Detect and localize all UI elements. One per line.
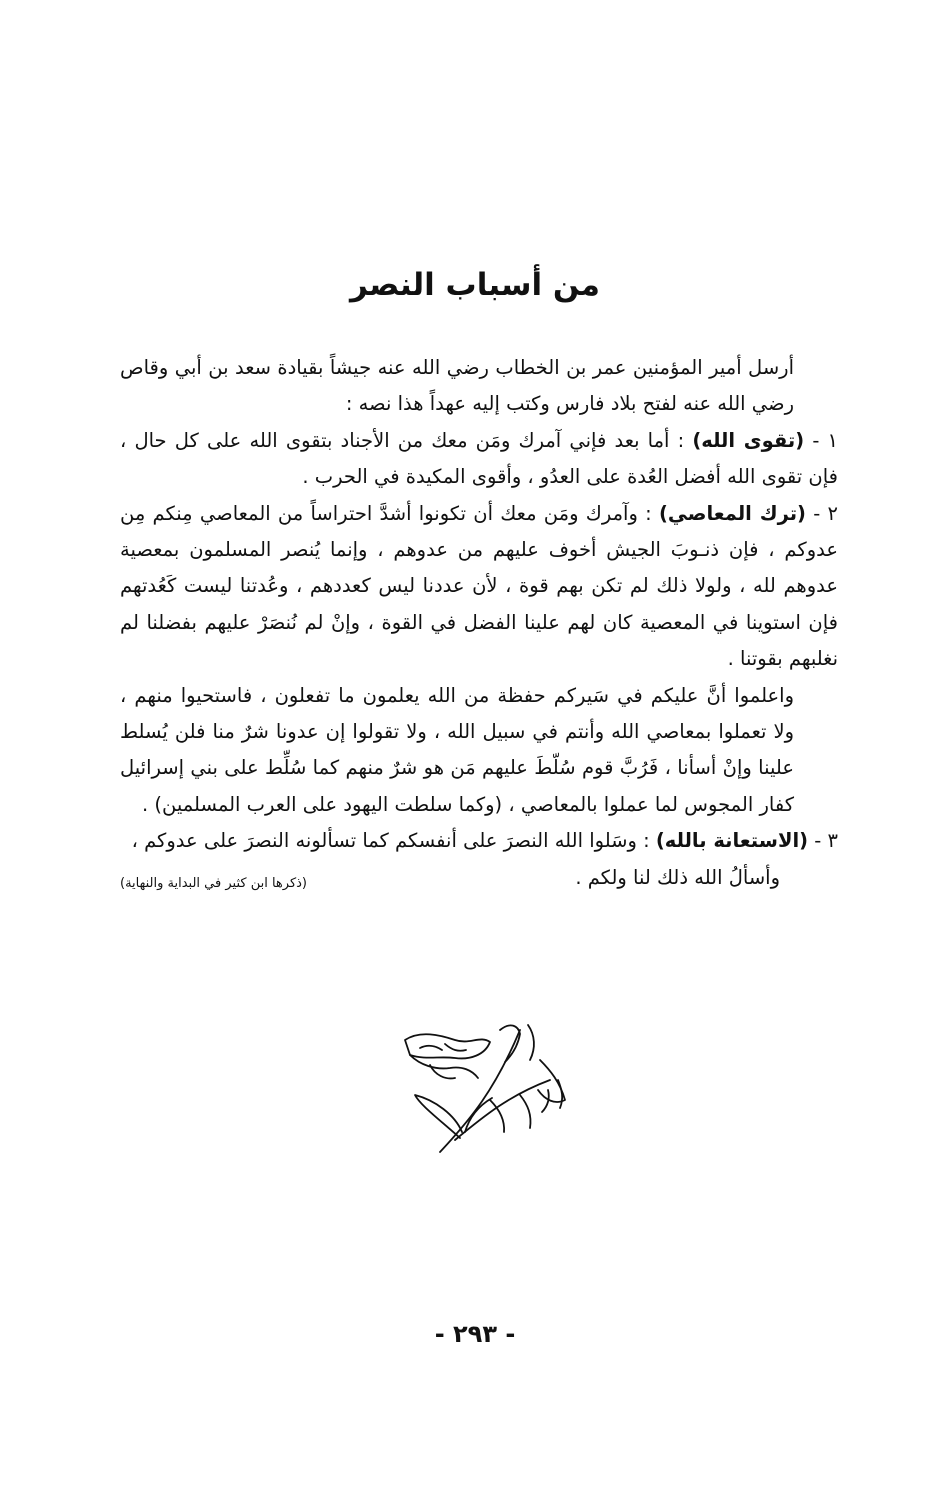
item-3-label: (الاستعانة بالله) (655, 829, 809, 853)
page-title: من أسباب النصر (350, 267, 600, 303)
source-citation: (ذكرها ابن كثير في البداية والنهاية) (120, 875, 307, 891)
lily-flower-drawing (400, 1020, 575, 1155)
page-number: - ٢٩٣ - (434, 1320, 516, 1348)
stem-branch (455, 1080, 550, 1140)
leaf-left (415, 1095, 462, 1138)
flower-bud-right (500, 1025, 520, 1062)
item-1-number: ١ - (812, 428, 838, 452)
item-3 (120, 823, 838, 859)
continuation-paragraph: واعلموا أنَّ عليكم في سَيركم حفظة من الله يعلمون ما تفعلون ، فاستحيوا منهم ، ولا تعملوا بمعاصي الله وأنتم في سبيل الله ، ولا تقولوا إن عدونا شرٌ منا فلن يُسلط علينا وإنْ أسأنا ، فَرُبَّ قوم سُلّطَ عليهم مَن هو شرٌ منهم كما سُلِّط على بني إسرائيل كفار المجوس لما عملوا بالمعاصي ، (وكما سلطت اليهود على العرب المسلمين) . (120, 683, 794, 816)
flower-petal-right (538, 1060, 565, 1102)
item-2-number: ٢ - (813, 501, 838, 525)
item-3-text: : وسَلوا الله النصرَ على أنفسكم كما تسألونه النصرَ على عدوكم ، (131, 829, 656, 853)
item-1-label: (تقوى الله) (692, 428, 805, 452)
item-2-label: (ترك المعاصي) (658, 501, 806, 525)
item-1 (120, 423, 838, 496)
intro-paragraph: أرسل أمير المؤمنين عمر بن الخطاب رضي الله عنه جيشاً بقيادة سعد بن أبي وقاص رضي الله عنه لفتح بلاد فارس وكتب إليه عهداً هذا نصه : (120, 356, 794, 416)
closing-row (120, 860, 838, 896)
item-2-text: : وآمرك ومَن معك أن تكونوا أشدَّ احتراساً من المعاصي مِنكم مِن عدوكم ، فإن ذنـوبَ الجيش أخوف عليهم من عدوهم ، وإنما يُنصر المسلمون بمعصية عدوهم لله ، ولولا ذلك لم تكن بهم قوة ، لأن عددنا ليس كعددهم ، وعُدتنا ليست كَعُدتهم فإن استوينا في المعصية كان لهم علينا الفضل في القوة ، وإنْ لم نُنصَرْ عليهم بفضلنا لم نغلبهم بقوتنا . (120, 501, 838, 671)
page-body (120, 350, 838, 896)
item-3-number: ٣ - (814, 829, 838, 853)
item-1-text: : أما بعد فإني آمرك ومَن معك من الأجناد بتقوى الله على كل حال ، فإن تقوى الله أفضل العُدة على العدُو ، وأقوى المكيدة في الحرب . (120, 428, 838, 489)
item-2 (120, 496, 838, 678)
closing-line: وأسألُ الله ذلك لنا ولكم . (575, 865, 780, 889)
